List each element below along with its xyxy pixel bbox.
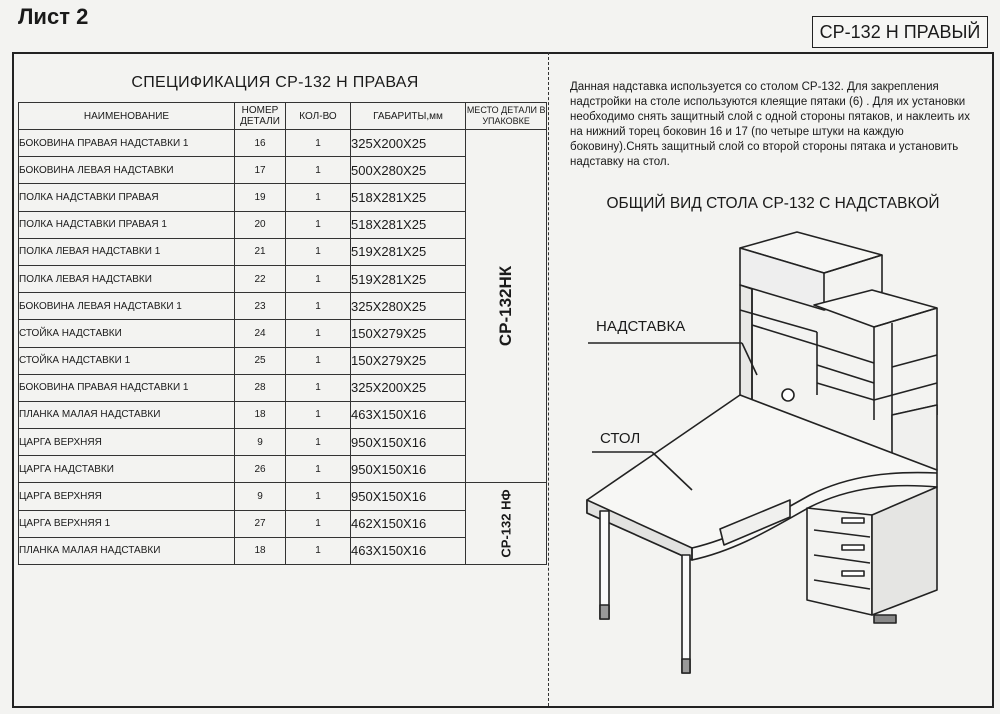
part-number: 9: [235, 429, 286, 456]
part-number: 26: [235, 456, 286, 483]
part-qty: 1: [286, 456, 351, 483]
part-qty: 1: [286, 157, 351, 184]
part-number: 24: [235, 320, 286, 347]
part-qty: 1: [286, 265, 351, 292]
part-dims: 150Х279Х25: [351, 320, 466, 347]
specification-table: [18, 102, 547, 565]
part-qty: 1: [286, 320, 351, 347]
part-qty: 1: [286, 537, 351, 564]
package-group-nf: [466, 483, 547, 565]
specification-title: СПЕЦИФИКАЦИЯ СР-132 Н ПРАВАЯ: [131, 74, 419, 91]
part-qty: 1: [286, 238, 351, 265]
part-number: 28: [235, 374, 286, 401]
part-name: БОКОВИНА ПРАВАЯ НАДСТАВКИ 1: [19, 374, 235, 401]
part-dims: 463Х150Х16: [351, 537, 466, 564]
header-location: МЕСТО ДЕТАЛИ В УПАКОВКЕ: [466, 103, 547, 130]
part-dims: 325Х200Х25: [351, 374, 466, 401]
part-qty: 1: [286, 184, 351, 211]
part-dims: 462Х150Х16: [351, 510, 466, 537]
part-name: ЦАРГА НАДСТАВКИ: [19, 456, 235, 483]
part-dims: 518Х281Х25: [351, 211, 466, 238]
part-number: 18: [235, 401, 286, 428]
header-dims: ГАБАРИТЫ,мм: [351, 103, 466, 130]
part-number: 22: [235, 265, 286, 292]
header-part-no: НОМЕР ДЕТАЛИ: [235, 103, 286, 130]
part-dims: 950Х150Х16: [351, 429, 466, 456]
part-dims: 518Х281Х25: [351, 184, 466, 211]
part-dims: 950Х150Х16: [351, 483, 466, 510]
part-name: ПОЛКА ЛЕВАЯ НАДСТАВКИ: [19, 265, 235, 292]
part-name: ЦАРГА ВЕРХНЯЯ 1: [19, 510, 235, 537]
part-number: 9: [235, 483, 286, 510]
part-dims: 463Х150Х16: [351, 401, 466, 428]
part-qty: 1: [286, 429, 351, 456]
part-name: БОКОВИНА ЛЕВАЯ НАДСТАВКИ: [19, 157, 235, 184]
table-row: [19, 483, 547, 510]
part-name: ЦАРГА ВЕРХНЯЯ: [19, 483, 235, 510]
specification-body: [19, 130, 547, 565]
part-name: ПОЛКА НАДСТАВКИ ПРАВАЯ: [19, 184, 235, 211]
part-qty: 1: [286, 374, 351, 401]
part-name: БОКОВИНА ЛЕВАЯ НАДСТАВКИ 1: [19, 293, 235, 320]
part-number: 17: [235, 157, 286, 184]
part-dims: 325Х200Х25: [351, 130, 466, 157]
part-number: 23: [235, 293, 286, 320]
part-name: ПОЛКА ЛЕВАЯ НАДСТАВКИ 1: [19, 238, 235, 265]
header-qty: КОЛ-ВО: [286, 103, 351, 130]
package-group-label: СР-132НК: [496, 266, 516, 347]
part-qty: 1: [286, 510, 351, 537]
part-dims: 519Х281Х25: [351, 238, 466, 265]
part-qty: 1: [286, 130, 351, 157]
package-group-label: СР-132 НФ: [498, 489, 514, 558]
part-dims: 519Х281Х25: [351, 265, 466, 292]
part-qty: 1: [286, 347, 351, 374]
table-row: [19, 130, 547, 157]
part-name: ПЛАНКА МАЛАЯ НАДСТАВКИ: [19, 537, 235, 564]
installation-note: Данная надставка используется со столом СР-132. Для закрепления надстройки на столе используются клеящие пятаки (6) . Для их установки необходимо снять защитный слой с одной стороны пятаков, и наклеить их на нижний торец боковин 16 и 17 (по четыре штуки на каждую боковину).Снять защитный слой со второй стороны пятака и установить надставку на стол.: [570, 81, 970, 168]
part-name: СТОЙКА НАДСТАВКИ: [19, 320, 235, 347]
addon-label: НАДСТАВКА: [596, 318, 686, 335]
part-qty: 1: [286, 401, 351, 428]
part-dims: 150Х279Х25: [351, 347, 466, 374]
part-number: 27: [235, 510, 286, 537]
center-divider: [548, 52, 549, 706]
general-view-title: ОБЩИЙ ВИД СТОЛА СР-132 С НАДСТАВКОЙ: [606, 195, 940, 212]
table-header-row: [19, 103, 547, 130]
part-qty: 1: [286, 211, 351, 238]
part-dims: 325Х280Х25: [351, 293, 466, 320]
part-name: ПЛАНКА МАЛАЯ НАДСТАВКИ: [19, 401, 235, 428]
part-number: 18: [235, 537, 286, 564]
part-number: 25: [235, 347, 286, 374]
table-label: СТОЛ: [600, 430, 641, 447]
package-group-nk: [466, 130, 547, 483]
part-number: 20: [235, 211, 286, 238]
part-qty: 1: [286, 293, 351, 320]
part-name: ЦАРГА ВЕРХНЯЯ: [19, 429, 235, 456]
part-name: ПОЛКА НАДСТАВКИ ПРАВАЯ 1: [19, 211, 235, 238]
part-qty: 1: [286, 483, 351, 510]
model-label: СР-132 Н ПРАВЫЙ: [812, 16, 988, 48]
part-dims: 500Х280Х25: [351, 157, 466, 184]
desk-drawing: [552, 215, 992, 685]
part-number: 16: [235, 130, 286, 157]
sheet-number: Лист 2: [18, 4, 89, 29]
part-dims: 950Х150Х16: [351, 456, 466, 483]
part-number: 21: [235, 238, 286, 265]
part-name: СТОЙКА НАДСТАВКИ 1: [19, 347, 235, 374]
header-name: НАИМЕНОВАНИЕ: [19, 103, 235, 130]
part-number: 19: [235, 184, 286, 211]
part-name: БОКОВИНА ПРАВАЯ НАДСТАВКИ 1: [19, 130, 235, 157]
